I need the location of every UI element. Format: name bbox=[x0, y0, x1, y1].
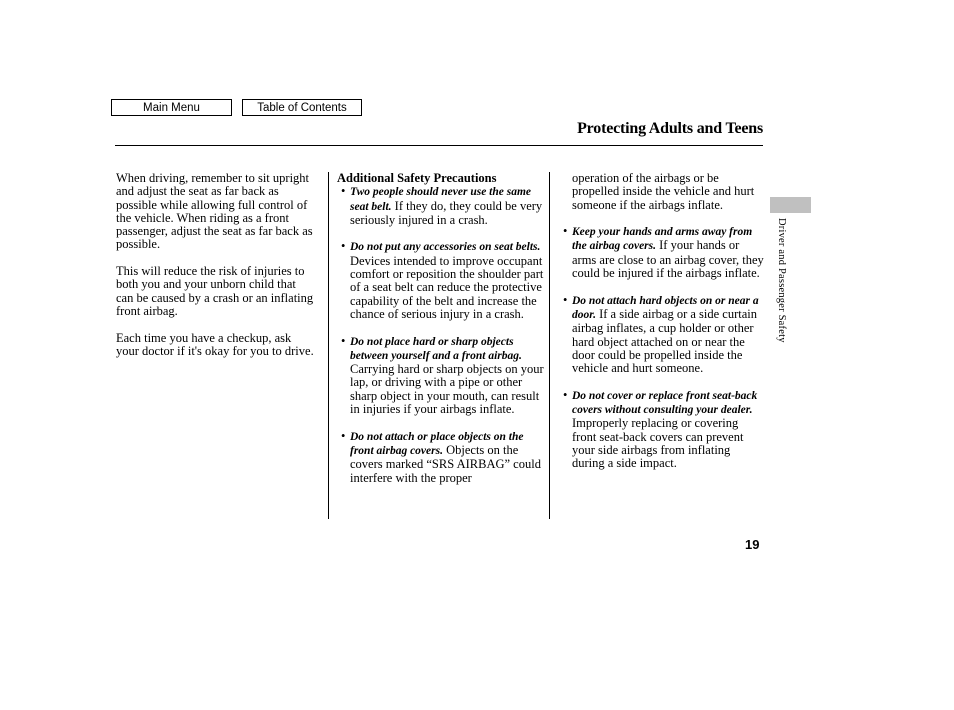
column-1 bbox=[116, 172, 316, 358]
title-rule bbox=[115, 145, 763, 146]
column-divider bbox=[549, 172, 550, 519]
bullet-lead: Keep your hands and arms away from the airbag covers. bbox=[572, 226, 753, 253]
bullet-lead: Do not place hard or sharp objects between yourself and a front airbag. bbox=[350, 335, 522, 362]
column-divider bbox=[328, 172, 329, 519]
page-title: Protecting Adults and Teens bbox=[577, 120, 763, 137]
bullet-text: If they do, they could be very seriously injured in a crash. bbox=[350, 198, 543, 227]
section-tab bbox=[770, 197, 811, 213]
bullet-lead: Do not cover or replace front seat-back covers without consulting your dealer. bbox=[572, 389, 758, 417]
page-number: 19 bbox=[745, 537, 760, 552]
bullet-text: If your hands or arms are close to an airbag cover, they could be injured if the airbags inflate. bbox=[572, 238, 764, 281]
bullet-text: Improperly replacing or covering front seat-back covers can prevent your side airbags from inflating during a side impact. bbox=[572, 416, 744, 471]
column-2 bbox=[337, 172, 545, 485]
table-of-contents-button[interactable]: Table of Contents bbox=[242, 99, 362, 116]
section-heading: Additional Safety Precautions bbox=[337, 171, 497, 185]
continued-text: operation of the airbags or be propelled inside the vehicle and hurt someone if the airbags inflate. bbox=[572, 171, 755, 212]
bullet-lead: Do not put any accessories on seat belts. bbox=[350, 241, 541, 254]
main-menu-button[interactable]: Main Menu bbox=[111, 99, 232, 116]
paragraph: Each time you have a checkup, ask your doctor if it's okay for you to drive. bbox=[116, 330, 314, 358]
bullet-text: Devices intended to improve occupant comfort or reposition the shoulder part of a seat belt can reduce the protective capability of the belt and increase the chance of serious injury in a crash. bbox=[350, 253, 544, 321]
side-section-label: Driver and Passenger Safety bbox=[776, 218, 787, 343]
paragraph: This will reduce the risk of injuries to both you and your unborn child that can be caused by a crash or an inflating front airbag. bbox=[116, 264, 314, 318]
bullet-item: • Do not put any accessories on seat belts. Devices intended to improve occupant comfort or reposition the shoulder part of a seat belt can reduce the protective capability of the belt and increase the chance of serious injury in a crash. bbox=[341, 239, 544, 321]
bullet-item: • Do not cover or replace front seat-back covers without consulting your dealer. Improperly replacing or covering front seat-back covers can prevent your side airbags from inflating during a side impact. bbox=[563, 387, 758, 471]
bullet-item: • Do not attach or place objects on the front airbag covers. Objects on the covers marked “SRS AIRBAG” could interfere with the proper bbox=[341, 428, 541, 485]
bullet-item: • Two people should never use the same seat belt. If they do, they could be very seriously injured in a crash. bbox=[341, 184, 543, 227]
column-3 bbox=[559, 172, 764, 471]
bullet-text: If a side airbag or a side curtain airbag inflates, a cup holder or other hard object attached on or near the door could be propelled inside the vehicle and hurt someone. bbox=[572, 306, 758, 376]
paragraph: When driving, remember to sit upright and adjust the seat as far back as possible while allowing full control of the vehicle. When riding as a front passenger, adjust the seat as far back as possible. bbox=[116, 171, 313, 252]
bullet-text: Objects on the covers marked “SRS AIRBAG” could interfere with the proper bbox=[350, 442, 541, 485]
bullet-lead: Two people should never use the same seat belt. bbox=[350, 186, 532, 213]
bullet-lead: Do not attach hard objects on or near a door. bbox=[572, 294, 759, 321]
bullet-text: Carrying hard or sharp objects on your lap, or driving with a pipe or other sharp object in your mouth, can result in injuries if your airbags inflate. bbox=[350, 362, 544, 417]
bullet-item: • Do not place hard or sharp objects between yourself and a front airbag. Carrying hard or sharp objects on your lap, or driving with a pipe or other sharp object in your mouth, can result in injuries if your airbags inflate. bbox=[341, 333, 544, 417]
bullet-item: • Keep your hands and arms away from the airbag covers. If your hands or arms are close to an airbag cover, they could be injured if the airbags inflate. bbox=[563, 224, 764, 281]
bullet-item: • Do not attach hard objects on or near a door. If a side airbag or a side curtain airbag inflates, a cup holder or other hard object attached on or near the door could be propelled inside the vehicle and hurt someone. bbox=[563, 292, 759, 376]
bullet-lead: Do not attach or place objects on the front airbag covers. bbox=[350, 430, 524, 457]
